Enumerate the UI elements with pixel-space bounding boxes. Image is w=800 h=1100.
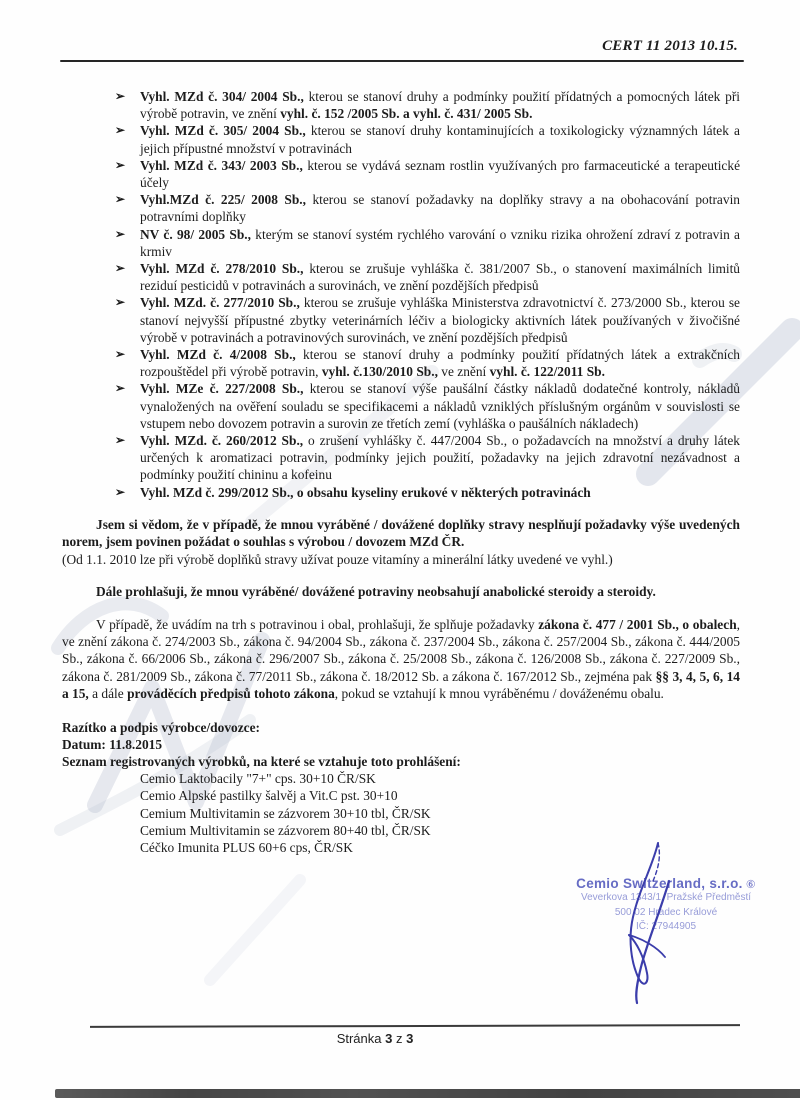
stamp-reg-id: IČ: 27944905 [635,921,697,932]
arrow-bullet-icon: ➢ [115,381,126,396]
stamp-address-line2: 500 02 Hradec Králové [614,906,718,918]
footer-page-number: Stránka 3 z 3 [336,1031,414,1046]
arrow-bullet-icon: ➢ [115,89,126,103]
product-item: Cemium Multivitamin se zázvorem 80+40 tbl, ČR/SK [140,822,431,838]
regulation-item [115,260,740,294]
regulation-item [115,484,740,501]
regulation-text: Vyhl. MZe č. 227/2008 Sb., kterou se stanoví výše paušální částky nákladů dodatečné kontroly, nákladů vynaložených na ověření souladu se specifikacemi a nákladů vzniklých příslušným orgánům v souvislosti se vstupem nebo dovozem potravin a surovin ze třetích zemí (vyhláška o paušálních nákladech) [140,381,740,431]
regulation-item [115,88,740,122]
regulation-item [115,122,740,156]
arrow-bullet-icon: ➢ [115,123,126,138]
product-item: Céčko Imunita PLUS 60+6 cps, ČR/SK [140,839,353,855]
regulation-text: Vyhl. MZd č. 305/ 2004 Sb., kterou se stanoví druhy kontaminujících a toxikologicky významných látek a jejich přípustné množství v potravinách [140,123,740,156]
arrow-bullet-icon: ➢ [115,295,126,310]
regulation-text: Vyhl.MZd č. 225/ 2008 Sb., kterou se stanoví požadavky na doplňky stravy a na obohacování potravin potravními doplňky [140,192,740,225]
regulation-text: NV č. 98/ 2005 Sb., kterým se stanoví systém rychlého varování o vzniku rizika ohrožení zdraví z potravin a krmiv [140,226,741,259]
regulation-item [115,432,740,484]
regulation-item [115,226,740,260]
regulation-text: Vyhl. MZd č. 304/ 2004 Sb., kterou se stanoví druhy a podmínky použití přídatných a pomocných látek při výrobě potravin, ve znění vyhl. č. 152 /2005 Sb. a vyhl. č. 431/ 2005 Sb. [140,89,740,122]
regulation-text: Vyhl. MZd č. 4/2008 Sb., kterou se stanoví druhy a podmínky použití přídatných látek a extrakčních rozpouštědel při výrobě potravin, vyhl. č.130/2010 Sb., ve znění vyhl. č. 122/2011 Sb. [140,347,740,380]
stamp-address-line1: Veverkova 1343/1, Pražské Předměstí [580,892,752,903]
arrow-bullet-icon: ➢ [115,433,126,448]
stamp-signature-label: Razítko a podpis výrobce/dovozce: [62,719,261,735]
regulation-item [115,294,740,346]
regulation-item [115,157,740,191]
products-heading: Seznam registrovaných výrobků, na které se vztahuje toto prohlášení: [62,753,461,769]
arrow-bullet-icon: ➢ [115,261,126,276]
regulation-text: Vyhl. MZd č. 278/2010 Sb., kterou se zrušuje vyhláška č. 381/2007 Sb., o stanovení maximálních limitů reziduí pesticidů v potravinách a surovinách, ve znění pozdějších předpisů [140,261,740,294]
paragraph-steroids: Dále prohlašuji, že mnou vyráběné/ dovážené potraviny neobsahují anabolické steroidy a steroidy. [96,584,656,600]
company-stamp [538,876,794,935]
regulation-text: Vyhl. MZd č. 299/2012 Sb., o obsahu kyseliny erukové v některých potravinách [140,484,591,500]
arrow-bullet-icon: ➢ [115,347,126,362]
scan-edge-artifact [55,1089,800,1098]
paragraph-awareness-note: (Od 1.1. 2010 lze při výrobě doplňků stravy užívat pouze vitamíny a minerální látky uvedené ve vyhl.) [62,551,613,567]
paragraph-awareness: Jsem si vědom, že v případě, že mnou vyráběné / dovážené doplňky stravy nesplňují požadavky výše uvedených norem, jsem povinen požádat o souhlas s výrobou / dovozem MZd ČR. [62,516,740,550]
regulation-text: Vyhl. MZd č. 343/ 2003 Sb., kterou se vydává seznam rostlin využívaných pro farmaceutické a terapeutické účely [140,157,741,191]
paragraph-packaging: V případě, že uvádím na trh s potravinou i obal, prohlašuji, že splňuje požadavky zákona č. 477 / 2001 Sb., o obalech, ve znění zákona č. 274/2003 Sb., zákona č. 94/2004 Sb., zákona č. 237/2004 Sb., zákona č. 257/2004 Sb., zákona č. 444/2005 Sb., zákona č. 66/2006 Sb., zákona č. 296/2007 Sb., zákona č. 25/2008 Sb., zákona č. 126/2008 Sb., zákona č. 227/2009 Sb., zákona č. 281/2009 Sb., zákona č. 77/2011 Sb., zákona č. 18/2012 Sb. a zákona č. 167/2012 Sb., zejména pak §§ 3, 4, 5, 6, 14 a 15, a dále prováděcích předpisů tohoto zákona, pokud se vztahují k mnou vyráběnému / dováženému obalu. [62,616,741,702]
regulation-text: Vyhl. MZd. č. 260/2012 Sb., o zrušení vyhlášky č. 447/2004 Sb., o požadavcích na množství a druhy látek určených k aromatizaci potravin, podmínky jejich použití, požadavky na jejich zdravotní nezávadnost a podmínky použití chininu a kofeinu [140,433,740,483]
product-item: Cemio Alpské pastilky šalvěj a Vit.C pst. 30+10 [140,788,398,804]
header-rule [60,60,744,62]
arrow-bullet-icon: ➢ [115,157,126,172]
arrow-bullet-icon: ➢ [115,192,126,207]
stamp-badge-icon: ⑥ [745,879,756,891]
regulation-list [60,88,740,501]
arrow-bullet-icon: ➢ [115,484,126,499]
regulation-item [115,380,740,432]
regulation-text: Vyhl. MZd. č. 277/2010 Sb., kterou se zrušuje vyhláška Ministerstva zdravotnictví č. 273/2000 Sb., kterou se stanoví nejvyšší přípustné zbytky veterinárních léčiv a biologicky aktivních látek používaných v živočišné výrobě v potravinách a potravinových surovinách, ve znění pozdějších předpisů [140,295,740,345]
footer-rule [90,1024,740,1028]
product-item: Cemium Multivitamin se zázvorem 30+10 tbl, ČR/SK [140,805,431,821]
header [0,0,800,55]
regulation-item [115,191,740,225]
arrow-bullet-icon: ➢ [115,226,126,241]
stamp-company-name: Cemio Switzerland, s.r.o. ⑥ [576,876,756,891]
signature-block [62,719,740,857]
product-item: Cemio Laktobacily "7+" cps. 30+10 ČR/SK [140,771,376,787]
doc-reference: CERT 11 2013 10.15. [602,38,738,54]
regulation-item [115,346,740,380]
date-line: Datum: 11.8.2015 [62,736,163,752]
